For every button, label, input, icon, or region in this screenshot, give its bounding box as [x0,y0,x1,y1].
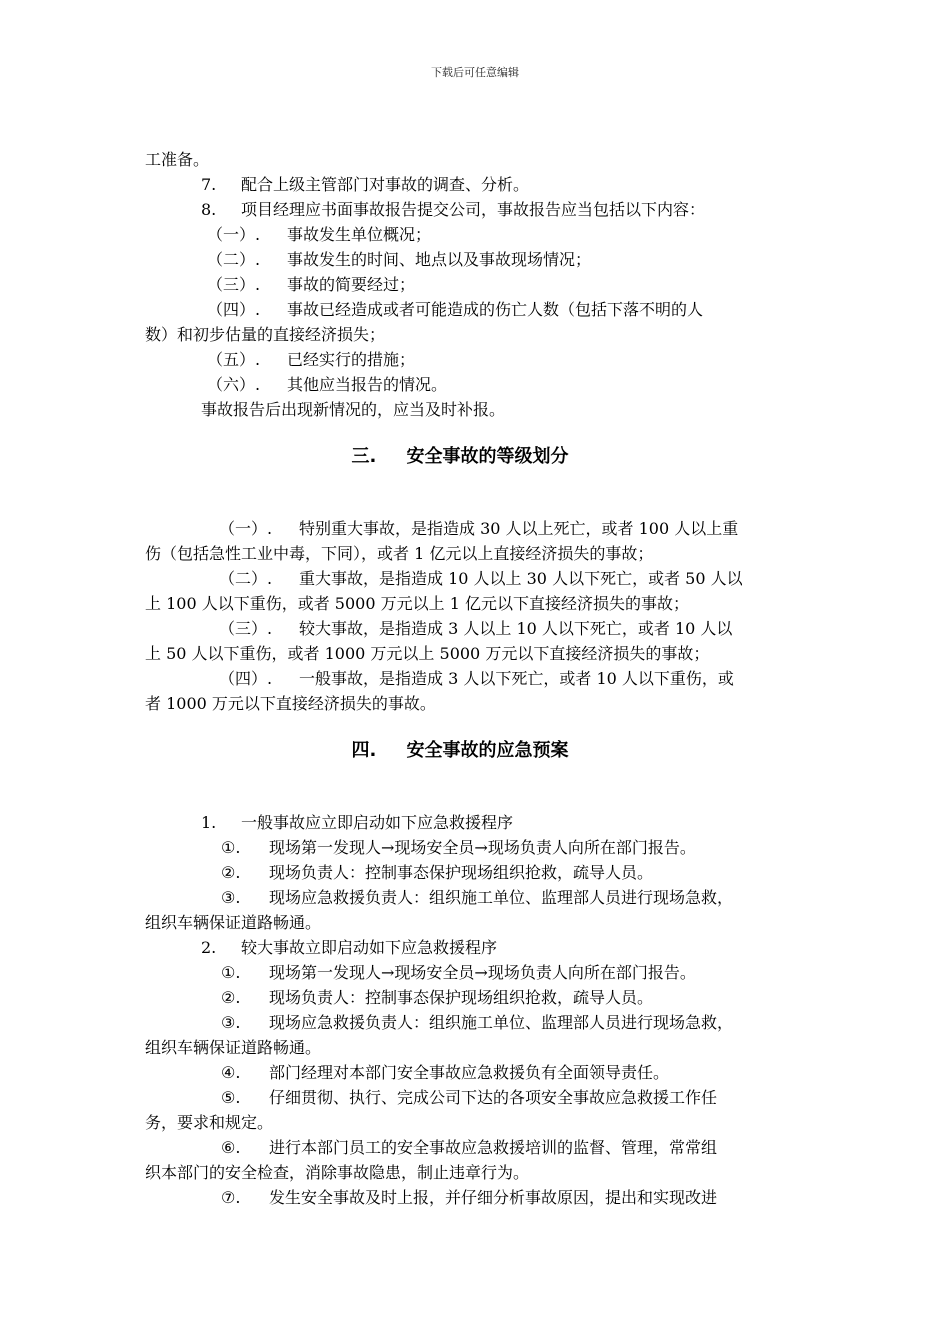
procedure-step [145,1135,815,1160]
step-text: 现场负责人：控制事态保护现场组织抢救，疏导人员。 [269,863,654,882]
section-title: 安全事故的应急预案 [406,740,569,761]
step-text: 现场第一发现人→现场安全员→现场负责人向所在部门报告。 [269,963,696,982]
item-text: 事故的简要经过； [287,275,416,294]
item-number: （一）. [219,519,273,538]
grade-item [145,666,815,691]
item-text: 一般事故，是指造成 3 人以下死亡，或者 10 人以下重伤，或 [299,669,734,688]
step-number: ③. [221,888,241,907]
item-text: 一般事故应立即启动如下应急救援程序 [241,813,514,832]
continuation-line: 工准备。 [145,150,210,169]
section-number: 四. [351,740,377,761]
sub-item [145,372,815,397]
step-text: 现场第一发现人→现场安全员→现场负责人向所在部门报告。 [269,838,696,857]
procedure-step [145,985,815,1010]
continuation-line: 数）和初步估量的直接经济损失； [145,325,386,344]
item-number: （六）. [207,375,261,394]
item-number: （五）. [207,350,261,369]
item-number: （四）. [207,300,261,319]
procedure-step [145,1085,815,1110]
step-number: ⑦. [221,1188,241,1207]
step-text: 进行本部门员工的安全事故应急救援培训的监督、管理，常常组 [269,1138,718,1157]
document-body [145,147,815,1210]
procedure-step [145,885,815,910]
grade-item [145,616,815,641]
step-number: ⑤. [221,1088,241,1107]
section-heading-3 [105,442,815,472]
step-text: 发生安全事故及时上报，并仔细分析事故原因，提出和实现改进 [269,1188,718,1207]
procedure-heading [145,810,815,835]
continuation-line: 务，要求和规定。 [145,1113,274,1132]
item-number: 2. [201,938,217,957]
step-text: 现场负责人：控制事态保护现场组织抢救，疏导人员。 [269,988,654,1007]
item-text: 项目经理应书面事故报告提交公司，事故报告应当包括以下内容： [241,200,706,219]
continuation-line: 织本部门的安全检查，消除事故隐患，制止违章行为。 [145,1163,530,1182]
continuation-line: 上 50 人以下重伤，或者 1000 万元以上 5000 万元以下直接经济损失的事故； [145,644,710,663]
continuation-line: 者 1000 万元以下直接经济损失的事故。 [145,694,436,713]
sub-item [145,297,815,322]
procedure-step [145,835,815,860]
section-heading-4 [105,736,815,766]
step-number: ①. [221,838,241,857]
item-number: 8. [201,200,217,219]
sub-item [145,272,815,297]
item-text: 事故发生的时间、地点以及事故现场情况； [287,250,592,269]
item-number: （二）. [219,569,273,588]
step-text: 现场应急救援负责人：组织施工单位、监理部人员进行现场急救， [269,888,734,907]
item-number: （三）. [219,619,273,638]
procedure-step [145,860,815,885]
step-number: ②. [221,863,241,882]
item-text: 配合上级主管部门对事故的调查、分析。 [241,175,530,194]
step-number: ①. [221,963,241,982]
section-title: 安全事故的等级划分 [406,446,569,467]
item-number: 1. [201,813,217,832]
procedure-step [145,1185,815,1210]
grade-item [145,516,815,541]
item-text: 事故发生单位概况； [287,225,432,244]
step-number: ③. [221,1013,241,1032]
continuation-line: 上 100 人以下重伤，或者 5000 万元以上 1 亿元以下直接经济损失的事故； [145,594,689,613]
item-text: 已经实行的措施； [287,350,416,369]
list-item [145,197,815,222]
sub-item [145,247,815,272]
continuation-line: 组织车辆保证道路畅通。 [145,1038,322,1057]
sub-item [145,347,815,372]
item-text: 特别重大事故，是指造成 30 人以上死亡，或者 100 人以上重 [299,519,739,538]
step-number: ②. [221,988,241,1007]
procedure-step [145,1060,815,1085]
continuation-line: 伤（包括急性工业中毒，下同），或者 1 亿元以上直接经济损失的事故； [145,544,654,563]
step-text: 部门经理对本部门安全事故应急救援负有全面领导责任。 [269,1063,670,1082]
procedure-heading [145,935,815,960]
grade-item [145,566,815,591]
item-number: （四）. [219,669,273,688]
step-text: 仔细贯彻、执行、完成公司下达的各项安全事故应急救援工作任 [269,1088,718,1107]
item-number: （二）. [207,250,261,269]
list-item [145,172,815,197]
section-number: 三. [351,446,377,467]
item-text: 其他应当报告的情况。 [287,375,448,394]
procedure-step [145,1010,815,1035]
procedure-step [145,960,815,985]
item-number: （三）. [207,275,261,294]
continuation-line: 组织车辆保证道路畅通。 [145,913,322,932]
step-number: ④. [221,1063,241,1082]
page-header: 下载后可任意编辑 [431,66,519,79]
step-text: 现场应急救援负责人：组织施工单位、监理部人员进行现场急救， [269,1013,734,1032]
item-text: 较大事故立即启动如下应急救援程序 [241,938,498,957]
item-text: 重大事故，是指造成 10 人以上 30 人以下死亡，或者 50 人以 [299,569,743,588]
step-number: ⑥. [221,1138,241,1157]
sub-item [145,222,815,247]
item-text: 较大事故，是指造成 3 人以上 10 人以下死亡，或者 10 人以 [299,619,733,638]
closing-paragraph: 事故报告后出现新情况的，应当及时补报。 [201,400,506,419]
item-number: 7. [201,175,217,194]
item-number: （一）. [207,225,261,244]
item-text: 事故已经造成或者可能造成的伤亡人数（包括下落不明的人 [287,300,704,319]
